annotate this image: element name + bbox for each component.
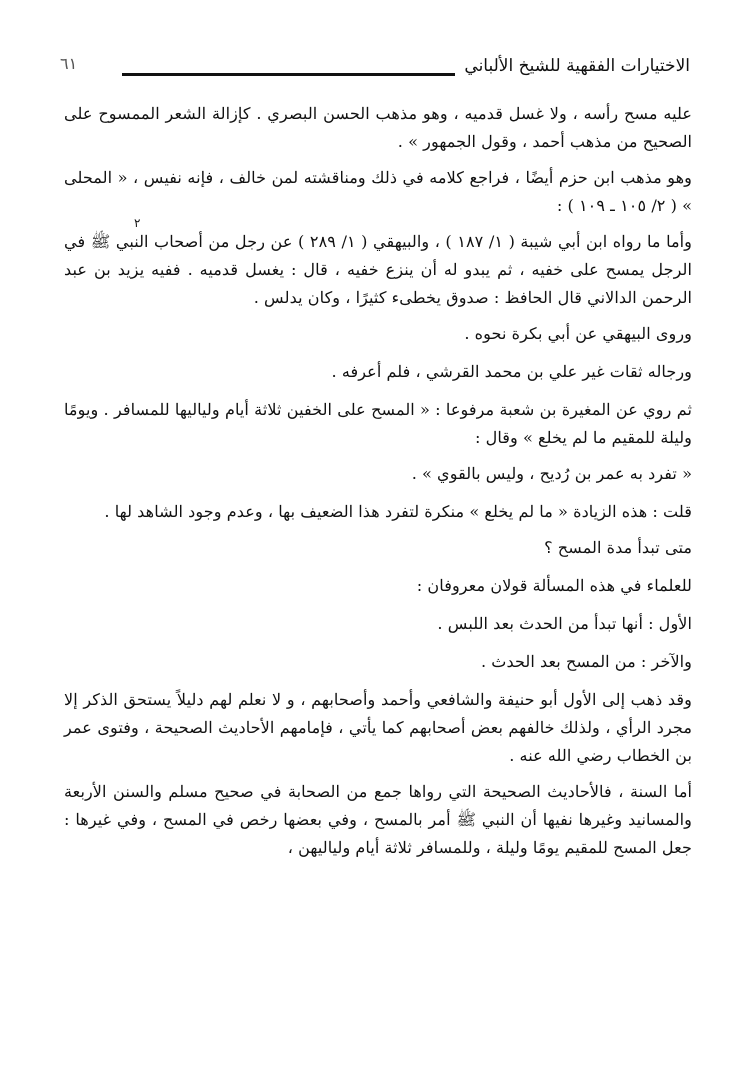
paragraph: ورجاله ثقات غير علي بن محمد القرشي ، فلم أعرفه . bbox=[331, 362, 692, 381]
paragraph: للعلماء في هذه المسألة قولان معروفان : bbox=[416, 576, 692, 595]
margin-mark: ٢ bbox=[134, 216, 141, 230]
page-number: ٦١ bbox=[60, 54, 78, 73]
paragraph: عليه مسح رأسه ، ولا غسل قدميه ، وهو مذهب الحسن البصري . كإزالة الشعر الممسوح على الصحيح من مذهب أحمد ، وقول الجمهور » . bbox=[64, 104, 692, 151]
paragraph: وأما ما رواه ابن أبي شيبة ( ١/ ١٨٧ ) ، والبيهقي ( ١/ ٢٨٩ ) عن رجل من أصحاب النبي ﷺ في الرجل يمسح على خفيه ، ثم يبدو له أن ينزع خفيه ، قال : يغسل قدميه . ففيه يزيد بن عبد الرحمن الدالاني قال الحافظ : صدوق يخطىء كثيرًا ، وكان يدلس . bbox=[64, 232, 692, 307]
paragraph: ثم روي عن المغيرة بن شعبة مرفوعا : « المسح على الخفين ثلاثة أيام ولياليها للمسافر . ويومًا وليلة للمقيم ما لم يخلع » وقال : bbox=[64, 400, 692, 447]
paragraph: وهو مذهب ابن حزم أيضًا ، فراجع كلامه في ذلك ومناقشته لمن خالف ، فإنه نفيس ، « المحلى » ( ٢/ ١٠٥ ـ ١٠٩ ) : bbox=[64, 168, 692, 215]
paragraph: والآخر : من المسح بعد الحدث . bbox=[480, 652, 692, 671]
paragraph: قلت : هذه الزيادة « ما لم يخلع » منكرة لتفرد هذا الضعيف بها ، وعدم وجود الشاهد لها . bbox=[104, 502, 692, 521]
paragraph: الأول : أنها تبدأ من الحدث بعد اللبس . bbox=[437, 614, 692, 633]
page-header bbox=[60, 56, 690, 86]
paragraph: أما السنة ، فالأحاديث الصحيحة التي رواها جمع من الصحابة في صحيح مسلم والسنن الأربعة والمسانيد وغيرها نفيها أن النبي ﷺ أمر بالمسح ، وفي بعضها رخص في المسح ، وفي غيرها : جعل المسح للمقيم يومًا وليلة ، وللمسافر ثلاثة أيام ولياليهن ، bbox=[64, 782, 692, 857]
section-question: متى تبدأ مدة المسح ؟ bbox=[544, 538, 692, 557]
paragraph: وروى البيهقي عن أبي بكرة نحوه . bbox=[464, 324, 692, 343]
paragraph: وقد ذهب إلى الأول أبو حنيفة والشافعي وأحمد وأصحابهم ، و لا نعلم لهم دليلاً يستحق الذكر إلا مجرد الرأي ، ولذلك خالفهم بعض أصحابهم كما يأتي ، فإمامهم الأحاديث الصحيحة ، وفتوى عمر بن الخطاب رضي الله عنه . bbox=[64, 690, 692, 765]
body-text bbox=[64, 100, 692, 870]
paragraph: « تفرد به عمر بن رُديح ، وليس بالقوي » . bbox=[411, 464, 692, 483]
header-rule bbox=[122, 73, 455, 76]
running-title: الاختيارات الفقهية للشيخ الألباني bbox=[464, 56, 690, 76]
